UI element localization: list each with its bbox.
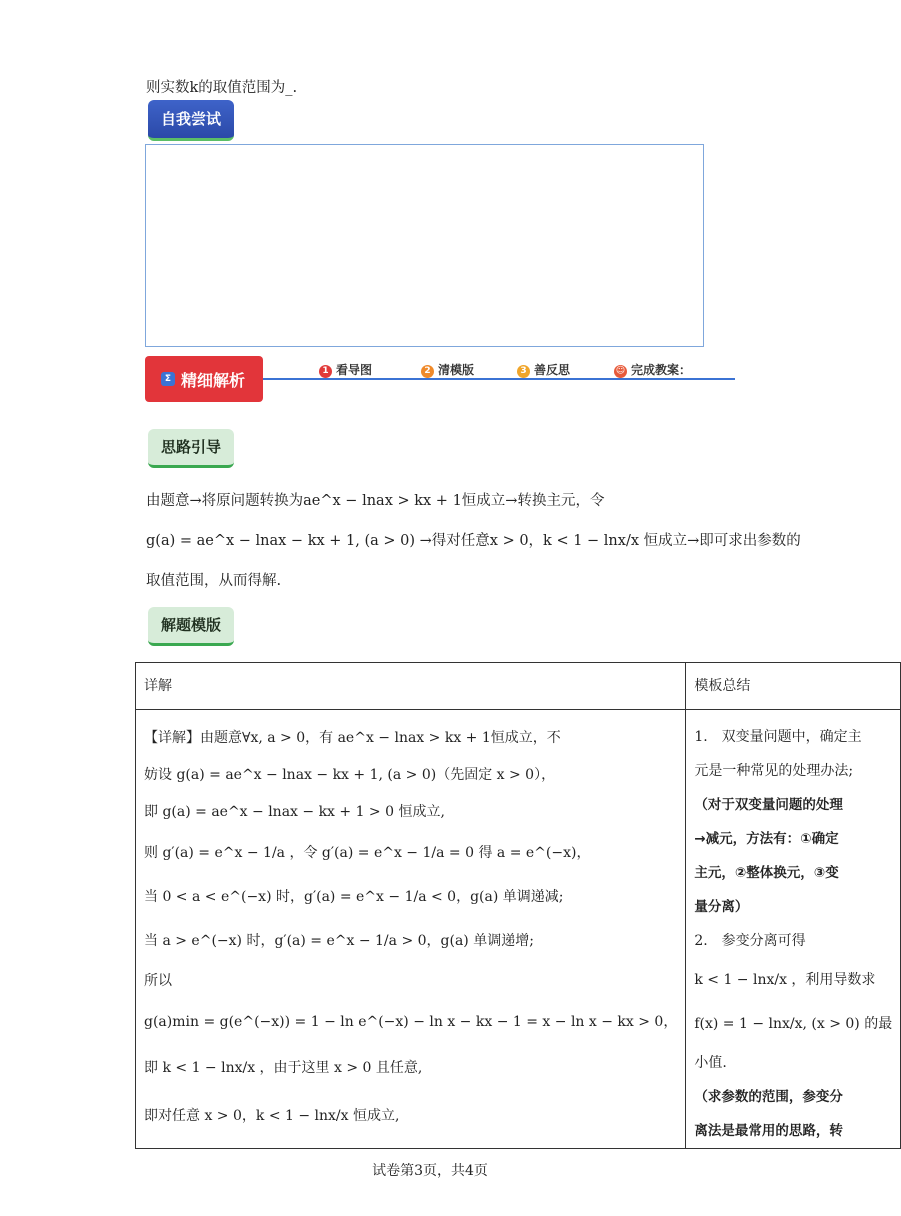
step-1 xyxy=(319,361,372,378)
summary-line: f(x) = 1 − lnx/x, (x > 0) 的最 xyxy=(694,1016,893,1032)
step-label: 善反思 xyxy=(534,363,571,377)
detail-line: 即对任意 x > 0，k < 1 − lnx/x 恒成立, xyxy=(144,1108,400,1124)
answer-box[interactable] xyxy=(145,144,704,347)
idea-line-2: g(a) = ae^x − lnax − kx + 1, (a > 0) →得对任意x > 0，k < 1 − lnx/x 恒成立→即可求出参数的 xyxy=(146,533,801,549)
step-2 xyxy=(421,361,474,378)
step-number-icon: 2 xyxy=(421,365,434,378)
detail-line: g(a)min = g(e^(−x)) = 1 − ln e^(−x) − ln x − kx − 1 = x − ln x − kx > 0， xyxy=(144,1014,678,1030)
header-detail: 详解 xyxy=(136,663,686,710)
detail-line: 即 g(a) = ae^x − lnax − kx + 1 > 0 恒成立, xyxy=(144,804,445,820)
detail-line: 妨设 g(a) = ae^x − lnax − kx + 1, (a > 0)（先固定 x > 0）， xyxy=(144,767,556,783)
summary-line: 元是一种常见的处理办法; xyxy=(694,763,854,779)
detail-line: 即 k < 1 − lnx/x ，由于这里 x > 0 且任意, xyxy=(144,1060,423,1076)
sigma-icon: Σ xyxy=(161,372,175,386)
step-label: 清模版 xyxy=(438,363,475,377)
summary-line: （求参数的范围，参变分 xyxy=(694,1089,843,1105)
page-footer: 试卷第3页，共4页 xyxy=(372,1163,488,1179)
detail-line: 所以 xyxy=(144,973,172,989)
summary-line: k < 1 − lnx/x ，利用导数求 xyxy=(694,972,876,988)
question-tail: 则实数k的取值范围为_. xyxy=(146,80,298,96)
banner-title: 精细解析 xyxy=(181,371,246,390)
detail-line: 【详解】由题意∀x, a > 0，有 ae^x − lnax > kx + 1恒成立，不 xyxy=(144,730,561,746)
detail-line: 则 g′(a) = e^x − 1/a ，令 g′(a) = e^x − 1/a = 0 得 a = e^(−x)， xyxy=(144,845,591,861)
step-number-icon: 3 xyxy=(517,365,530,378)
step-3 xyxy=(517,361,570,378)
badge-idea: 思路引导 xyxy=(148,429,234,468)
idea-line-1: 由题意→将原问题转换为ae^x − lnax > kx + 1恒成立→转换主元，令 xyxy=(146,493,605,509)
idea-line-3: 取值范围，从而得解. xyxy=(146,573,282,589)
steps-divider xyxy=(263,378,735,380)
summary-line: 2. 参变分离可得 xyxy=(694,933,806,949)
badge-try: 自我尝试 xyxy=(148,100,234,141)
summary-line: 离法是最常用的思路，转 xyxy=(694,1123,843,1139)
step-4 xyxy=(614,361,691,378)
summary-line: 1. 双变量问题中，确定主 xyxy=(694,729,862,745)
summary-line: （对于双变量问题的处理 xyxy=(694,797,843,813)
header-summary: 模板总结 xyxy=(686,663,901,710)
detail-line: 当 a > e^(−x) 时，g′(a) = e^x − 1/a > 0，g(a) 单调递增; xyxy=(144,933,534,949)
detail-cell xyxy=(136,710,686,1149)
detail-line: 当 0 < a < e^(−x) 时，g′(a) = e^x − 1/a < 0，g(a) 单调递减; xyxy=(144,889,564,905)
step-label: 完成教案： xyxy=(631,363,692,377)
summary-cell xyxy=(686,710,901,1149)
badge-template: 解题模版 xyxy=(148,607,234,646)
summary-line: 主元，②整体换元，③变 xyxy=(694,865,839,881)
step-number-icon: 1 xyxy=(319,365,332,378)
solution-table xyxy=(135,662,901,1149)
smiley-icon: ☺ xyxy=(615,366,626,376)
step-label: 看导图 xyxy=(336,363,373,377)
analysis-banner xyxy=(145,356,263,402)
summary-line: 量分离） xyxy=(694,899,749,915)
summary-line: →减元，方法有：①确定 xyxy=(694,831,839,847)
summary-line: 小值. xyxy=(694,1055,727,1071)
